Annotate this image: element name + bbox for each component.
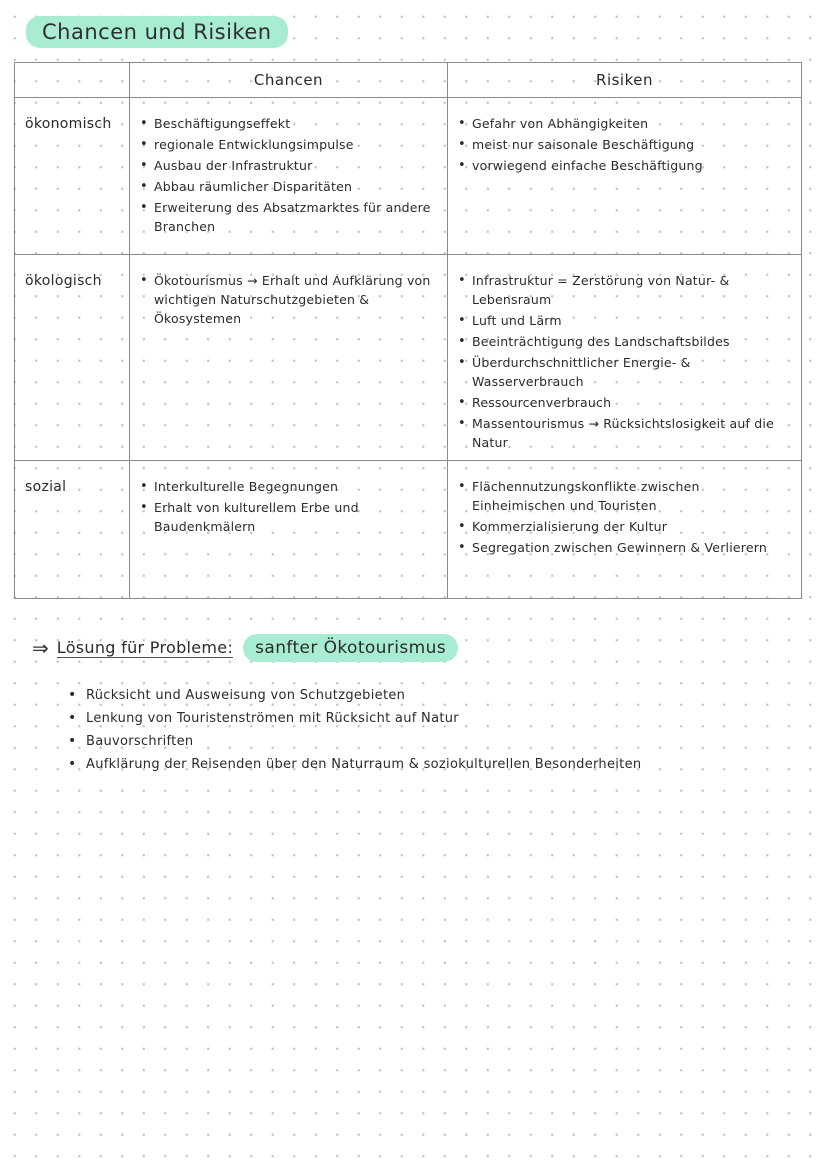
- list-item: • Rücksicht und Ausweisung von Schutzgebieten: [66, 684, 641, 707]
- chancen-list: [138, 271, 441, 328]
- list-item: • regionale Entwicklungsimpulse: [138, 135, 441, 154]
- header-chancen: Chancen: [130, 63, 448, 98]
- list-item: • Erweiterung des Absatzmarktes für andere Branchen: [138, 198, 441, 236]
- list-item: • Beeinträchtigung des Landschaftsbildes: [456, 332, 795, 351]
- list-item: • meist nur saisonale Beschäftigung: [456, 135, 795, 154]
- list-item: • Interkulturelle Begegnungen: [138, 477, 441, 496]
- page-title: Chancen und Risiken: [26, 16, 288, 48]
- list-item: • Erhalt von kulturellem Erbe und Baudenkmälern: [138, 498, 441, 536]
- list-item: • Überdurchschnittlicher Energie- & Wasserverbrauch: [456, 353, 795, 391]
- chancen-cell: [130, 461, 448, 599]
- list-item: • Lenkung von Touristenströmen mit Rücksicht auf Natur: [66, 707, 641, 730]
- risiken-list: [456, 477, 795, 557]
- solution-highlight: sanfter Ökotourismus: [243, 634, 458, 662]
- table-row-oekonomisch: [15, 98, 802, 255]
- list-item: • Ressourcenverbrauch: [456, 393, 795, 412]
- list-item: • Bauvorschriften: [66, 730, 641, 753]
- risiken-list: [456, 114, 795, 175]
- list-item: • Ökotourismus → Erhalt und Aufklärung von wichtigen Naturschutzgebieten & Ökosystemen: [138, 271, 441, 328]
- double-arrow-icon: ⇒: [32, 636, 49, 660]
- list-item: • Aufklärung der Reisenden über den Naturraum & soziokulturellen Besonderheiten: [66, 753, 641, 776]
- solution-label: Lösung für Probleme:: [56, 638, 234, 657]
- list-item: • Beschäftigungseffekt: [138, 114, 441, 133]
- chancen-cell: [130, 255, 448, 461]
- list-item: • Segregation zwischen Gewinnern & Verlierern: [456, 538, 795, 557]
- risiken-cell: [448, 255, 802, 461]
- list-item: • Flächennutzungskonflikte zwischen Einheimischen und Touristen: [456, 477, 795, 515]
- list-item: • Abbau räumlicher Disparitäten: [138, 177, 441, 196]
- table-header-row: [15, 63, 802, 98]
- chancen-risiken-table: [14, 62, 802, 599]
- chancen-list: [138, 114, 441, 236]
- risiken-cell: [448, 461, 802, 599]
- solution-list: [66, 684, 641, 776]
- row-label: sozial: [15, 461, 130, 599]
- header-empty-cell: [15, 63, 130, 98]
- table-row-oekologisch: [15, 255, 802, 461]
- list-item: • Massentourismus → Rücksichtslosigkeit auf die Natur: [456, 414, 795, 452]
- row-label: ökonomisch: [15, 98, 130, 255]
- list-item: • Kommerzialisierung der Kultur: [456, 517, 795, 536]
- risiken-list: [456, 271, 795, 452]
- solution-heading: [32, 634, 458, 662]
- list-item: • Ausbau der Infrastruktur: [138, 156, 441, 175]
- list-item: • Gefahr von Abhängigkeiten: [456, 114, 795, 133]
- header-risiken: Risiken: [448, 63, 802, 98]
- title-wrap: [26, 16, 288, 48]
- list-item: • vorwiegend einfache Beschäftigung: [456, 156, 795, 175]
- row-label: ökologisch: [15, 255, 130, 461]
- risiken-cell: [448, 98, 802, 255]
- chancen-list: [138, 477, 441, 536]
- list-item: • Infrastruktur = Zerstörung von Natur- & Lebensraum: [456, 271, 795, 309]
- list-item: • Luft und Lärm: [456, 311, 795, 330]
- chancen-cell: [130, 98, 448, 255]
- table-row-sozial: [15, 461, 802, 599]
